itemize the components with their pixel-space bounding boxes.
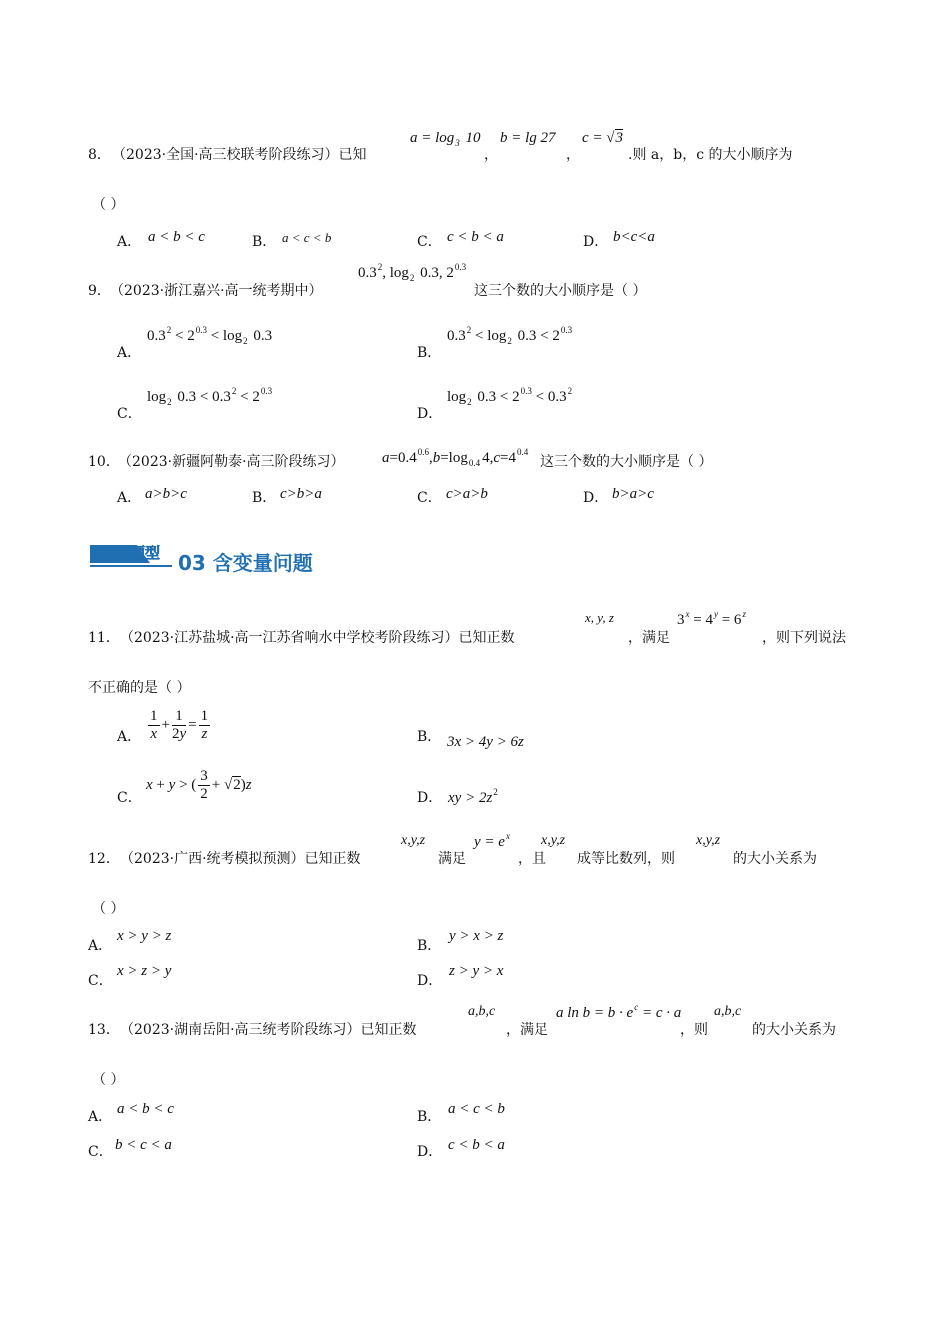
q10-option-b-label: B． — [252, 490, 277, 506]
q12-option-b-label: B． — [417, 938, 442, 954]
q11-option-d: xy > $2z^2$ — [448, 787, 498, 806]
section-title: 03 含变量问题 — [178, 551, 313, 575]
q9-option-b-label: B． — [417, 345, 442, 361]
q8-option-b: a < c < b — [282, 230, 332, 245]
q8-expr-a: $a = \log_3 10$ — [410, 130, 481, 148]
q13-option-a-label: A． — [88, 1109, 113, 1125]
q11-number: 11． — [88, 630, 120, 646]
q13-tail: 的大小关系为 — [752, 1022, 836, 1038]
q13-option-a: a < b < c — [117, 1101, 174, 1117]
q12-option-c-label: C． — [88, 973, 113, 989]
q12-option-a-label: A． — [88, 938, 113, 954]
q11-line2: 不正确的是（ ） — [88, 680, 191, 696]
q9-option-d: $\log_2 0.3 < 2^{0.3} < 0.3^2$ — [447, 386, 573, 407]
q13-number: 13． — [88, 1022, 120, 1038]
q10-expr: $a=0.4^{0.6},b=\log_{0.4}$ $4,c=4^{0.4}$ — [382, 447, 529, 468]
q12-option-d-label: D． — [417, 973, 443, 989]
q11-option-d-label: D． — [417, 790, 443, 806]
q8-tail: .则 a，b，c 的大小顺序为 — [628, 147, 793, 163]
q8-source: （2023·全国·高三校联考阶段练习）已知 — [112, 147, 367, 163]
q8-option-c: c < b < a — [447, 229, 504, 245]
q12-vars-2: x,y,z — [541, 833, 566, 848]
q13-mid2: ，则 — [680, 1022, 708, 1038]
q12-mid2: ，且 — [518, 851, 546, 867]
q12-option-b: y > x > z — [449, 928, 504, 944]
q12-mid1: 满足 — [438, 851, 466, 867]
q11-option-a-label: A． — [117, 729, 142, 745]
q9-option-d-label: D． — [417, 406, 443, 422]
q9-expr: $0.3^2$, $\log_2 0.3$, $2^{0.3}$ — [358, 262, 467, 283]
q13-option-b: a < c < b — [448, 1101, 505, 1117]
q11-vars: x, y, z — [585, 610, 614, 625]
q8-sep2: ， — [566, 147, 580, 163]
q12-equation: $y = e^x$ — [474, 831, 510, 850]
q12-vars-1: x,y,z — [401, 833, 426, 848]
q12-bracket: （ ） — [92, 901, 125, 917]
q8-expr-c: c = √3 — [582, 130, 624, 146]
q13-vars-1: a,b,c — [468, 1004, 496, 1019]
q13-source: （2023·湖南岳阳·高三统考阶段练习）已知正数 — [120, 1022, 417, 1038]
q10-tail: 这三个数的大小顺序是（ ） — [540, 454, 713, 470]
q10-option-d-label: D． — [583, 490, 609, 506]
q8-sep1: ， — [484, 147, 498, 163]
q11-source: （2023·江苏盐城·高一江苏省响水中学校考阶段练习）已知正数 — [120, 630, 515, 646]
q9-option-a: $0.3^2 < 2^{0.3} < \log_2 0.3$ — [147, 325, 273, 346]
q12-number: 12． — [88, 851, 120, 867]
q10-option-d: b>a>c — [612, 486, 654, 502]
q8-bracket: （ ） — [92, 197, 125, 213]
q10-source: （2023·新疆阿勒泰·高三阶段练习） — [118, 454, 345, 470]
q13-bracket: （ ） — [92, 1072, 125, 1088]
q11-equation: $3^x = 4^y = 6^z$ — [677, 609, 746, 628]
q8-option-d-label: D． — [583, 234, 609, 250]
q8-option-b-label: B． — [252, 234, 277, 250]
q11-tail: ，则下列说法 — [762, 630, 846, 646]
q12-option-c: x > z > y — [117, 963, 172, 979]
q9-option-a-label: A． — [117, 345, 142, 361]
q11-option-b-label: B． — [417, 729, 442, 745]
q11-option-c: x + y > ( $\frac{3}{2}$ + √2)z — [146, 768, 252, 802]
q12-source: （2023·广西·统考模拟预测）已知正数 — [120, 851, 361, 867]
q11-option-b: 3x > 4y > 6z — [447, 734, 524, 750]
q8-option-a-label: A． — [117, 234, 142, 250]
q10-option-b: c>b>a — [280, 486, 322, 502]
q11-mid: ，满足 — [628, 630, 670, 646]
q11-option-c-label: C． — [117, 790, 142, 806]
q13-mid: ，满足 — [506, 1022, 548, 1038]
q13-option-d: c < b < a — [448, 1137, 505, 1153]
q9-number: 9． — [88, 283, 111, 299]
q8-expr-b: b = lg 27 — [500, 130, 556, 146]
q12-option-d: z > y > x — [449, 963, 504, 979]
q8-option-d: b<c<a — [613, 229, 655, 245]
q11-option-a: $\frac{1}{x}$ + $\frac{1}{2y}$ = $\frac{1}{z}$ — [150, 708, 209, 742]
section-label: 题型 — [130, 544, 161, 562]
q10-option-a-label: A． — [117, 490, 142, 506]
q9-tail: 这三个数的大小顺序是（ ） — [474, 283, 647, 299]
section-banner-underline — [90, 565, 172, 567]
q8-option-c-label: C． — [417, 234, 442, 250]
q13-option-b-label: B． — [417, 1109, 442, 1125]
q10-option-c: c>a>b — [446, 486, 488, 502]
q8-option-a: a < b < c — [148, 229, 205, 245]
q10-option-c-label: C． — [417, 490, 442, 506]
q12-option-a: x > y > z — [117, 928, 172, 944]
q8-number: 8． — [88, 147, 111, 163]
q9-source: （2023·浙江嘉兴·高一统考期中） — [110, 283, 323, 299]
q12-tail: 的大小关系为 — [733, 851, 817, 867]
q13-option-d-label: D． — [417, 1144, 443, 1160]
q13-option-c-label: C． — [88, 1144, 113, 1160]
q12-vars-3: x,y,z — [696, 833, 721, 848]
q9-option-b: $0.3^2 < \log_2 0.3 < 2^{0.3}$ — [447, 325, 573, 346]
q13-vars-2: a,b,c — [714, 1004, 742, 1019]
q9-option-c-label: C． — [117, 406, 142, 422]
q10-number: 10． — [88, 454, 120, 470]
q12-mid3: 成等比数列，则 — [577, 851, 675, 867]
q13-option-c: b < c < a — [115, 1137, 172, 1153]
q10-option-a: a>b>c — [145, 486, 187, 502]
q13-equation: a $\ln b = b \cdot e^c = c \cdot a$ — [556, 1002, 682, 1021]
q9-option-c: $\log_2 0.3 < 0.3^2 < 2^{0.3}$ — [147, 386, 273, 407]
